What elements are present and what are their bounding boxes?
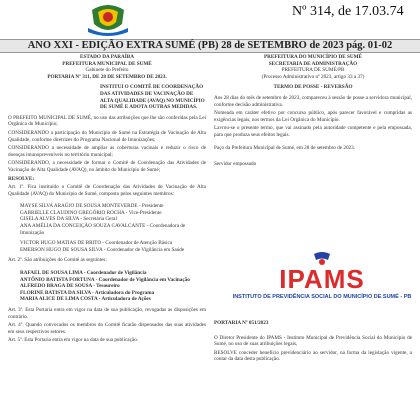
assignment-item: MARIA ALICE DE LIMA COSTA - Articuladora de Ações (20, 296, 151, 303)
right-column (214, 54, 412, 420)
paragraph: Lavrou-se o presente termo, que vai assinado pela autoridade competente e pela empossada, para que produza seus efeitos legais. (214, 125, 412, 138)
portaria-title: PORTARIA Nº 311, DE 28 DE SETEMBRO DE 2023. (47, 73, 167, 80)
member-item: MAYSE SILVA ARAÚJO DE SOUSA MONTEVERDE - Presidente (20, 203, 164, 210)
ementa-line: INSTITUI O COMITÊ DE COORDENAÇÃO (100, 84, 204, 91)
paragraph: CONSIDERANDO a necessidade de ampliar as coberturas vacinais e reduzir o risco de doenças imunopreveníveis no território municipal; (8, 145, 206, 158)
paragraph: Art. 3º. Esta Portaria entra em vigor na data de sua publicação, revogadas as disposições em contrário. (8, 307, 206, 320)
ipams-portaria: PORTARIA Nº 051/2023 (214, 320, 269, 326)
member-item: GABRIELLE CLAUDINO GREGÓRIO ROCHA - Vice-Presidente (20, 209, 162, 216)
paragraph: Paço da Prefeitura Municipal de Sumé, em 28 de setembro de 2023. (214, 144, 356, 151)
logo-subtitle: INSTITUTO DE PREVIDÊNCIA SOCIAL DO MUNICÍPIO DE SUMÉ - PB (232, 294, 412, 300)
gazette-header (0, 0, 420, 38)
left-header-line: ESTADO DA PARAÍBA (80, 54, 134, 60)
member-item: ANA AMÉLIA DA CONCEIÇÃO SOUZA CAVALCANTE - Coordenadora de Imunização (20, 223, 186, 236)
paragraph: CONSIDERANDO, a necessidade de formar o Comitê de Coordenação das Atividades de Vacinação de Alta Qualidade (AVAQ), no âmbito do Município de Sumé; (8, 160, 206, 173)
portaria-ementa (100, 84, 206, 110)
ipams-section (214, 320, 412, 365)
paragraph: Art. 2º. São atribuições do Comitê as seguintes: (8, 257, 107, 264)
right-header-line: (Processo Administrativo nº 2023, artigo 33 a 37) (261, 73, 365, 80)
right-header-line: SECRETARIA DE ADMINISTRAÇÃO (268, 60, 358, 67)
paragraph: Art. 5º. Esta Portaria entra em vigor na data de sua publicação. (8, 337, 139, 344)
left-header-line: Gabinete do Prefeito (85, 67, 129, 74)
right-header-line: PREFEITURA DE SUMÉ/PB (281, 67, 345, 74)
member-item: EMERSON HUGO DE SOUSA SILVA - Coordenador de Vigilância em Saúde (20, 246, 185, 253)
paragraph: O PREFEITO MUNICIPAL DE SUMÉ, no uso das atribuições que lhe são conferidas pela Lei Orgânica do Município; (8, 114, 206, 128)
left-column (8, 54, 206, 420)
logo-wordmark: IPAMS (279, 264, 365, 294)
term-title: TERMO DE POSSE - REVERSÃO (273, 84, 353, 91)
paragraph: CONSIDERANDO a participação do Município de Sumé na Estratégia de Vacinação de Alta Qualidade, conforme diretrizes do Programa Nacional de Imunizações; (8, 129, 206, 143)
member-item: GISELA ALVES DA SILVA - Secretária Geral (20, 216, 117, 223)
municipal-crest-icon (86, 2, 130, 36)
left-header-line: PREFEITURA MUNICIPAL DE SUMÉ (62, 60, 152, 67)
ementa-line: DAS ATIVIDADES DE VACINAÇÃO DE (100, 90, 194, 97)
assignment-item: ANTÔNIO BATISTA FORTUNA - Coordenador de Vigilância em Vacinação (20, 276, 190, 283)
edition-banner: ANO XXI - EDIÇÃO EXTRA SUMÉ (PB) 28 de SETEMBRO de 2023 pág. 01-02 (0, 39, 420, 53)
paragraph: Art. 4º. Quando convocados os membros do Comitê ficarão dispensados das suas atividades em seus respectivos setores. (8, 322, 206, 335)
paragraph: O Diretor Presidente do IPAMS - Instituto Municipal de Previdência Social do Município de Sumé, no uso de suas atribuições legais, (214, 334, 412, 348)
signature-caption: Servidor empossado (214, 161, 257, 168)
paragraph: Art. 1º. Fica instituído o Comitê de Coordenação das Atividades de Vacinação de Alta Qualidade (AVAQ) do Município de Sumé, composto pelos seguintes membros: (8, 184, 206, 197)
right-header-line: PREFEITURA DO MUNICÍPIO DE SUMÉ (264, 54, 362, 60)
assignment-item: ALFREDO BRAGA DE SOUSA - Tesoureiro (20, 283, 120, 290)
member-item: VICTOR HUGO MATIAS DE BRITO - Coordenador de Atenção Básica (20, 240, 173, 247)
paragraph: Aos 28 dias do mês de setembro de 2023, compareceu à sessão de posse a servidora municipal, conforme decisão administrativa. (214, 94, 412, 108)
members-list (20, 203, 206, 253)
assignment-item: FLORINE BATISTA DA SILVA - Articuladora do Programa (20, 289, 155, 296)
law-line: Nº 314, de 17.03.74 (292, 4, 404, 19)
assignments-list (20, 270, 206, 303)
ementa-line: ALTA QUALIDADE (AVAQ) NO MUNICÍPIO (100, 97, 205, 104)
assignment-item: RAFAEL DE SOUSA LIMA - Coordenador de Vigilância (20, 270, 147, 277)
paragraph: Nomeada em caráter efetivo por concurso público, após parecer favorável e cumpridas as exigências legais, nos termos da Lei Orgânica do Município. (214, 110, 412, 123)
paragraph: RESOLVE conceder benefício previdenciário ao servidor, na forma da legislação vigente, a contar da data desta publicação. (214, 349, 412, 363)
paragraph: RESOLVE: (8, 175, 35, 182)
ementa-line: DE SUMÉ E ADOTA OUTRAS MEDIDAS. (100, 104, 198, 111)
ipams-logo (232, 252, 412, 304)
